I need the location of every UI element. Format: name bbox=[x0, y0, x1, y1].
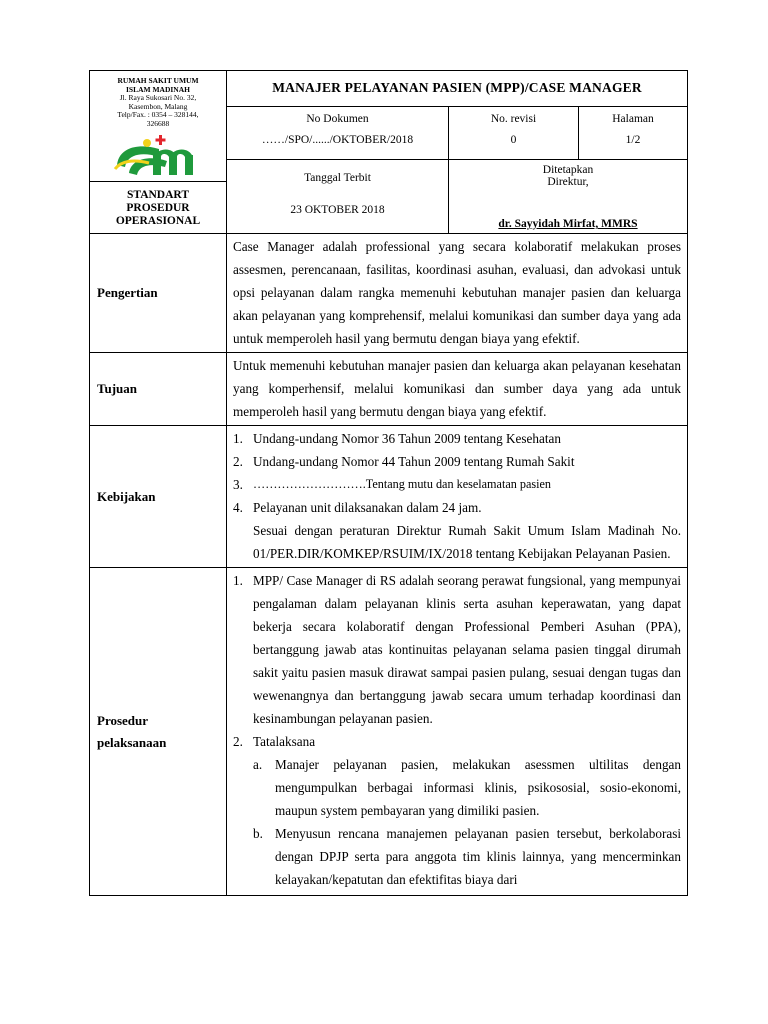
section-text-kebijakan bbox=[227, 426, 688, 568]
sop-label-3: OPERASIONAL bbox=[115, 215, 201, 228]
section-label-tujuan: Tujuan bbox=[90, 353, 227, 426]
revision-value: 0 bbox=[510, 134, 517, 146]
document-header bbox=[89, 70, 688, 234]
document-body bbox=[89, 233, 688, 896]
approval-cell bbox=[449, 160, 688, 234]
tujuan-text: Untuk memenuhi kebutuhan manajer pasien dan keluarga akan pelayanan kesehatan yang komperhensif, melalui komunikasi dan sumber daya yang ada untuk memperoleh hasil yang bermutu dengan biaya yang efektif. bbox=[233, 358, 681, 420]
list-number: 2. bbox=[233, 454, 243, 470]
sub-list-text: Manajer pelayanan pasien, melakukan asessmen ultilitas dengan mengumpulkan berbagai informasi klinis, psikososial, sosio-ekonomi, maupun system pembayaran yang dimiliki pasien. bbox=[275, 757, 681, 819]
hospital-address-2: Kasembon, Malang bbox=[128, 101, 188, 111]
doc-number-value: ……/SPO/....../OKTOBER/2018 bbox=[261, 134, 414, 146]
prosedur-label-1: Prosedur bbox=[97, 712, 149, 728]
section-prosedur bbox=[90, 568, 688, 896]
prosedur-label-2: pelaksanaan bbox=[97, 734, 167, 750]
sop-label-1: STANDART bbox=[126, 189, 189, 202]
issue-date-value: 23 OKTOBER 2018 bbox=[290, 204, 385, 216]
hospital-identity bbox=[90, 71, 227, 182]
hospital-logo-icon bbox=[109, 133, 207, 179]
list-number: 2. bbox=[233, 734, 243, 750]
list-item bbox=[233, 427, 681, 450]
document-title: MANAJER PELAYANAN PASIEN (MPP)/CASE MANAGER bbox=[227, 71, 688, 107]
issue-date-cell bbox=[227, 160, 449, 234]
sub-list-item bbox=[233, 822, 681, 891]
section-text-prosedur bbox=[227, 568, 688, 896]
sop-label bbox=[90, 182, 227, 234]
page-value: 1/2 bbox=[625, 134, 641, 146]
sub-list-text: Menyusun rencana manajemen pelayanan pasien tersebut, berkolaborasi dengan DPJP serta para anggota tim klinis lainnya, yang mencerminkan kelayakan/kepatutan dan efektifitas biaya dari bbox=[275, 826, 681, 888]
list-text: MPP/ Case Manager di RS adalah seorang perawat fungsional, yang mempunyai pengalaman dalam pelayanan klinis serta asuhan keperawatan, yang dapat bekerja secara kolaboratif dengan Professional Pemberi Asuhan (PPA), bertanggung jawab atas kontinuitas pelayanan selama pasien tinggal dirumah sakit yaitu pasien masuk dirawat sampai pasien pulang, sesuai dengan tugas dan wewenangnya dan bertanggung jawab secara umum terhadap koordinasi dan kesinambungan pelayanan pasien. bbox=[253, 573, 681, 727]
list-text: ……………………….Tentang mutu dan keselamatan pasien bbox=[253, 477, 552, 492]
approved-label: Ditetapkan bbox=[542, 164, 594, 176]
list-number: 4. bbox=[233, 500, 243, 516]
list-item bbox=[233, 496, 681, 519]
section-kebijakan bbox=[90, 426, 688, 568]
list-item bbox=[233, 473, 681, 496]
hospital-logo bbox=[90, 129, 226, 182]
doc-number-label: No Dokumen bbox=[306, 113, 369, 125]
list-text: Undang-undang Nomor 44 Tahun 2009 tentang Rumah Sakit bbox=[253, 454, 575, 470]
director-name: dr. Sayyidah Mirfat, MMRS bbox=[498, 218, 638, 230]
list-number: 1. bbox=[233, 431, 243, 447]
list-item bbox=[233, 450, 681, 473]
list-text: Undang-undang Nomor 36 Tahun 2009 tentang Kesehatan bbox=[253, 431, 561, 447]
list-number: 1. bbox=[233, 573, 243, 589]
doc-number-cell bbox=[227, 107, 449, 160]
kebijakan-extra: Sesuai dengan peraturan Direktur Rumah Sakit Umum Islam Madinah No. 01/PER.DIR/KOMKEP/RSUIM/IX/2018 tentang Kebijakan Pelayanan Pasien. bbox=[253, 523, 681, 562]
pengertian-text: Case Manager adalah professional yang secara kolaboratif melakukan proses assesmen, perencanaan, fasilitas, koordinasi asuhan, evaluasi, dan advokasi untuk opsi pelayanan dalam rangka memenuhi kebutuhan manajer pasien dan keluarga akan pelayanan yang komprehensif, melalui komunikasi dan sumber daya yang ada untuk memperoleh hasil yang bermutu dengan biaya yang efektif. bbox=[233, 239, 681, 347]
revision-label: No. revisi bbox=[490, 113, 537, 125]
section-text-pengertian bbox=[227, 234, 688, 353]
hospital-address-1: Jl. Raya Sukosari No. 32, bbox=[119, 93, 197, 103]
list-number: 3. bbox=[233, 477, 243, 493]
list-text: Tatalaksana bbox=[253, 734, 316, 750]
list-text: Pelayanan unit dilaksanakan dalam 24 jam. bbox=[253, 500, 482, 516]
list-item bbox=[233, 569, 681, 730]
section-label-prosedur bbox=[90, 568, 227, 896]
hospital-name-2: ISLAM MADINAH bbox=[126, 84, 190, 94]
section-label-kebijakan: Kebijakan bbox=[90, 426, 227, 568]
section-pengertian bbox=[90, 234, 688, 353]
hospital-phone-1: Telp/Fax. : 0354 – 328144, bbox=[117, 110, 199, 120]
page-label: Halaman bbox=[612, 113, 654, 125]
sop-label-2: PROSEDUR bbox=[126, 202, 190, 215]
sop-document bbox=[89, 70, 687, 896]
list-item bbox=[233, 730, 681, 753]
sub-list-item bbox=[233, 753, 681, 822]
section-label-pengertian: Pengertian bbox=[90, 234, 227, 353]
issue-date-label: Tanggal Terbit bbox=[304, 172, 371, 184]
sub-list-letter: b. bbox=[253, 826, 263, 842]
revision-cell bbox=[449, 107, 579, 160]
section-text-tujuan bbox=[227, 353, 688, 426]
page-cell bbox=[579, 107, 688, 160]
sub-list-letter: a. bbox=[253, 757, 263, 773]
section-tujuan bbox=[90, 353, 688, 426]
approved-role: Direktur, bbox=[547, 176, 589, 188]
hospital-phone-2: 326688 bbox=[146, 118, 170, 128]
hospital-name-1: RUMAH SAKIT UMUM bbox=[117, 76, 199, 85]
